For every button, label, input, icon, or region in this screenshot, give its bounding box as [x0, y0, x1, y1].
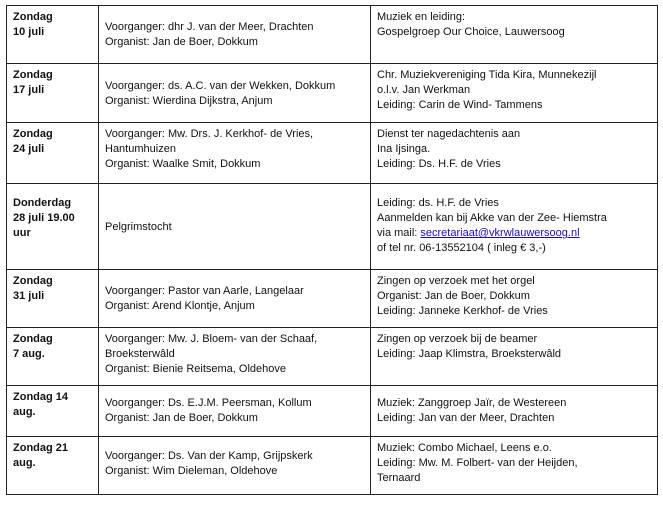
- music-cell: [371, 436, 658, 494]
- date-line: Zondag 21: [13, 441, 69, 454]
- leader-cell: [99, 269, 371, 327]
- date-cell: [7, 327, 99, 385]
- music-line: Leiding: Ds. H.F. de Vries: [377, 158, 501, 171]
- date-cell: [7, 123, 99, 184]
- music-line: of tel nr. 06-13552104 ( inleg € 3,-): [377, 242, 546, 255]
- leader-cell: [99, 385, 371, 436]
- leader-cell: [99, 64, 371, 123]
- leader-line: Voorganger: dhr J. van der Meer, Drachten: [105, 21, 314, 34]
- music-line: Organist: Jan de Boer, Dokkum: [377, 289, 530, 302]
- date-line: Zondag: [13, 11, 53, 23]
- schedule-table: [6, 5, 658, 495]
- date-line: Zondag: [13, 332, 53, 345]
- music-line: Zingen op verzoek met het orgel: [377, 274, 535, 287]
- date-line: Zondag: [13, 69, 53, 82]
- date-line: aug.: [13, 405, 36, 418]
- leader-cell: [99, 327, 371, 385]
- music-line: Zingen op verzoek bij de beamer: [377, 332, 538, 345]
- music-line: Muziek: Zanggroep Jaïr, de Westereen: [377, 397, 567, 410]
- date-line: uur: [13, 227, 31, 240]
- music-line: o.l.v. Jan Werkman: [377, 84, 471, 97]
- date-line: aug.: [13, 456, 36, 469]
- mail-prefix: via mail:: [377, 227, 421, 240]
- music-cell: [371, 6, 658, 64]
- music-cell: [371, 64, 658, 123]
- music-cell: [371, 269, 658, 327]
- leader-line: Organist: Waalke Smit, Dokkum: [105, 158, 261, 171]
- leader-line: Pelgrimstocht: [105, 220, 172, 233]
- music-line: Leiding: Mw. M. Folbert- van der Heijden,: [377, 456, 578, 469]
- table-row: [7, 64, 658, 123]
- music-line: Gospelgroep Our Choice, Lauwersoog: [377, 26, 565, 38]
- date-cell: [7, 64, 99, 123]
- leader-line: Voorganger: Pastor van Aarle, Langelaar: [105, 284, 304, 297]
- leader-line: Voorganger: Mw. Drs. J. Kerkhof- de Vries,: [105, 128, 314, 141]
- table-row: [7, 6, 658, 64]
- music-line: Muziek: Combo Michael, Leens e.o.: [377, 441, 552, 454]
- music-line: Ternaard: [377, 471, 421, 484]
- leader-line: Organist: Arend Klontje, Anjum: [105, 299, 255, 312]
- music-cell: [371, 123, 658, 184]
- table-row: [7, 184, 658, 270]
- leader-line: Voorganger: ds. A.C. van der Wekken, Dokkum: [105, 79, 336, 92]
- music-line: Leiding: Jaap Klimstra, Broeksterwâld: [377, 347, 562, 360]
- date-cell: [7, 436, 99, 494]
- music-line: Muziek en leiding:: [377, 11, 466, 23]
- music-line: Aanmelden kan bij Akke van der Zee- Hiemstra: [377, 212, 607, 225]
- date-cell: [7, 184, 99, 270]
- date-line: 17 juli: [13, 84, 45, 97]
- music-line: Leiding: Carin de Wind- Tammens: [377, 99, 543, 112]
- music-cell: [371, 385, 658, 436]
- leader-cell: [99, 184, 371, 270]
- email-link[interactable]: secretariaat@vkrwlauwersoog.nl: [420, 227, 580, 240]
- table-row: [7, 123, 658, 184]
- date-line: Zondag: [13, 274, 53, 287]
- leader-line: Organist: Wierdina Dijkstra, Anjum: [105, 94, 273, 107]
- date-line: 24 juli: [13, 143, 45, 156]
- music-mail-line: [377, 226, 652, 241]
- date-cell: [7, 385, 99, 436]
- leader-cell: [99, 436, 371, 494]
- date-line: 31 juli: [13, 289, 45, 302]
- leader-line: Organist: Jan de Boer, Dokkum: [105, 412, 258, 425]
- music-cell: [371, 184, 658, 270]
- date-line: 10 juli: [13, 26, 45, 38]
- date-cell: [7, 6, 99, 64]
- date-line: Zondag: [13, 128, 53, 141]
- date-cell: [7, 269, 99, 327]
- leader-line: Organist: Bienie Reitsema, Oldehove: [105, 362, 286, 375]
- leader-cell: [99, 6, 371, 64]
- leader-cell: [99, 123, 371, 184]
- leader-line: Voorganger: Ds. Van der Kamp, Grijpskerk: [105, 449, 313, 462]
- music-line: Ina Ijsinga.: [377, 143, 431, 156]
- date-line: Donderdag: [13, 197, 72, 210]
- table-row: [7, 327, 658, 385]
- leader-line: Broeksterwâld: [105, 347, 175, 360]
- music-line: Chr. Muziekvereniging Tida Kira, Munnekezijl: [377, 69, 597, 82]
- date-line: Zondag 14: [13, 390, 69, 403]
- music-line: Leiding: ds. H.F. de Vries: [377, 197, 499, 210]
- music-line: Leiding: Jan van der Meer, Drachten: [377, 412, 555, 425]
- table-row: [7, 269, 658, 327]
- date-line: 7 aug.: [13, 347, 45, 360]
- leader-line: Voorganger: Mw. J. Bloem- van der Schaaf,: [105, 332, 318, 345]
- leader-line: Organist: Jan de Boer, Dokkum: [105, 36, 258, 49]
- leader-line: Organist: Wim Dieleman, Oldehove: [105, 464, 278, 477]
- leader-line: Voorganger: Ds. E.J.M. Peersman, Kollum: [105, 397, 312, 410]
- date-line: 28 juli 19.00: [13, 212, 75, 225]
- music-line: Dienst ter nagedachtenis aan: [377, 128, 521, 141]
- table-row: [7, 385, 658, 436]
- music-line: Leiding: Janneke Kerkhof- de Vries: [377, 304, 548, 317]
- leader-line: Hantumhuizen: [105, 143, 176, 156]
- table-row: [7, 436, 658, 494]
- music-cell: [371, 327, 658, 385]
